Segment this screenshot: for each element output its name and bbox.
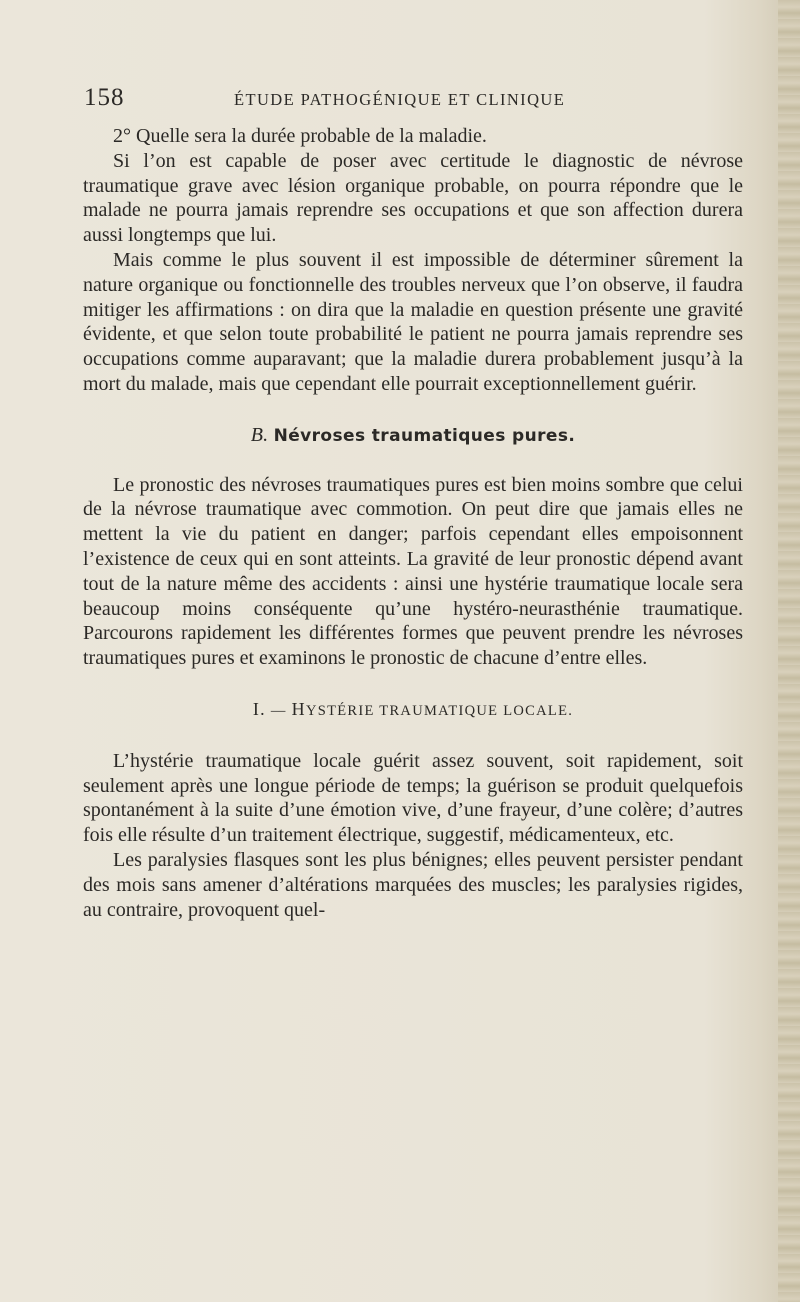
section-b-heading bbox=[83, 423, 743, 449]
section-i-title-initial: H bbox=[291, 698, 306, 719]
page-body bbox=[83, 124, 743, 922]
section-i-numeral: I. bbox=[252, 698, 266, 719]
running-title: ÉTUDE PATHOGÉNIQUE ET CLINIQUE bbox=[234, 90, 566, 109]
page-number: 158 bbox=[84, 84, 125, 111]
section-i-dash: — bbox=[270, 702, 287, 719]
section-i-title-rest: YSTÉRIE TRAUMATIQUE LOCALE. bbox=[305, 702, 574, 719]
page-header bbox=[84, 84, 744, 114]
section-i-paragraph-2: Les paralysies flasques sont les plus bénignes; elles peuvent persister pendant des mois sans amener d’altérations marquées des muscles; les paralysies rigides, au contraire, provoquent quel- bbox=[83, 848, 743, 921]
page-edge bbox=[778, 0, 800, 1302]
section-b-letter: B. bbox=[250, 423, 269, 446]
section-i-heading bbox=[83, 697, 743, 724]
section-2-lead: 2° Quelle sera la durée probable de la maladie. bbox=[113, 125, 487, 147]
section-b-paragraph: Le pronostic des névroses traumatiques pures est bien moins sombre que celui de la névrose traumatique avec commotion. On peut dire que jamais elles ne mettent la vie du patient en danger; parfois cependant elles empoisonnent l’existence de ceux qui en sont atteints. La gravité de leur pronostic dépend avant tout de la nature même des accidents : ainsi une hystérie traumatique locale sera beaucoup moins conséquente qu’une hystéro-neurasthénie traumatique. Parcourons rapidement les différentes formes que peuvent prendre les névroses traumatiques pures et examinons le pronostic de chacune d’entre elles. bbox=[83, 473, 743, 670]
section-i-paragraph-1: L’hystérie traumatique locale guérit assez souvent, soit rapidement, soit seulement après une longue période de temps; la guérison se produit quelquefois spontanément à la suite d’une émotion vive, d’une frayeur, d’une colère; d’autres fois elle résulte d’un traitement électrique, suggestif, médicamenteux, etc. bbox=[83, 749, 743, 847]
section-2-paragraph-2: Mais comme le plus souvent il est impossible de déterminer sûrement la nature organique ou fonctionnelle des troubles nerveux que l’on observe, il faudra mitiger les affirmations : on dira que la maladie en question présente une gravité évidente, et que selon toute probabilité le patient ne pourra jamais reprendre ses occupations comme auparavant; que la maladie durera probablement jusqu’à la mort du malade, mais que cependant elle pourrait exceptionnellement guérir. bbox=[83, 248, 743, 395]
section-2-paragraph-1: Si l’on est capable de poser avec certitude le diagnostic de névrose traumatique grave avec lésion organique probable, on pourra répondre que le malade ne pourra jamais reprendre ses occupations et que son affection durera aussi longtemps que lui. bbox=[83, 149, 743, 247]
section-b-title: Névroses traumatiques pures. bbox=[273, 425, 576, 446]
